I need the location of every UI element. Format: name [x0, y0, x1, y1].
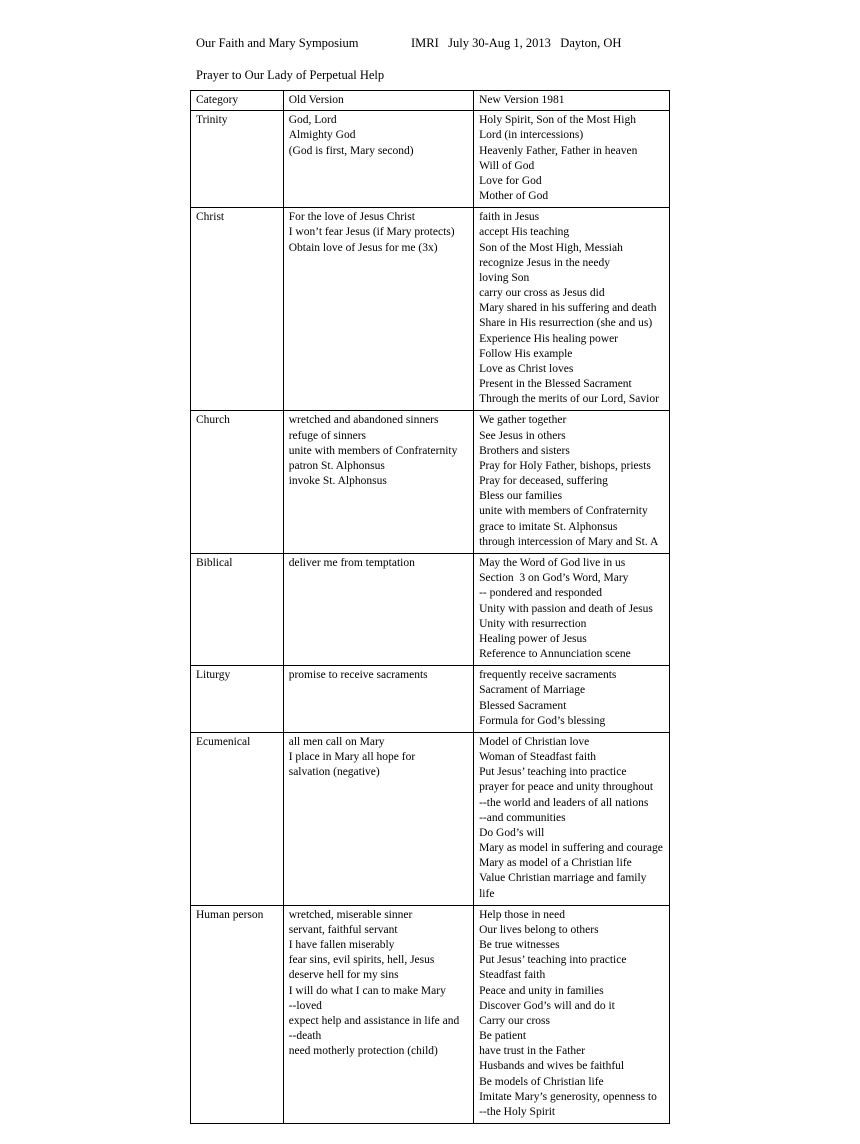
- row-old-version: [283, 111, 473, 208]
- row-category: Christ: [191, 208, 284, 411]
- new-line: Sacrament of Marriage: [479, 684, 586, 697]
- new-line: Imitate Mary’s generosity, openness to: [479, 1090, 657, 1103]
- new-line: Follow His example: [479, 347, 573, 360]
- row-new-version: [474, 732, 670, 905]
- table-row: [191, 666, 670, 733]
- header-line-primary: [196, 36, 816, 51]
- new-line: --the world and leaders of all nations: [479, 796, 649, 809]
- new-line: Holy Spirit, Son of the Most High: [479, 114, 636, 127]
- old-line: --loved: [288, 999, 322, 1012]
- new-line: accept His teaching: [479, 226, 570, 239]
- new-line: Our lives belong to others: [479, 923, 599, 936]
- new-line: Be true witnesses: [479, 939, 560, 952]
- new-line: Unity with resurrection: [479, 617, 587, 630]
- new-line: grace to imitate St. Alphonsus: [479, 520, 618, 533]
- document-header: [196, 36, 816, 83]
- old-line: promise to receive sacraments: [288, 669, 428, 682]
- new-line: --and communities: [479, 811, 566, 824]
- row-category: Church: [191, 411, 284, 554]
- old-line: Almighty God: [288, 129, 356, 142]
- new-line: Present in the Blessed Sacrament: [479, 378, 632, 391]
- old-line: salvation (negative): [288, 766, 380, 779]
- new-line: prayer for peace and unity throughout: [479, 781, 654, 794]
- old-line: I place in Mary all hope for: [288, 751, 416, 764]
- old-line: For the love of Jesus Christ: [288, 211, 415, 224]
- old-line: deserve hell for my sins: [288, 969, 399, 982]
- new-line: Share in His resurrection (she and us): [479, 317, 653, 330]
- new-line: Love as Christ loves: [479, 362, 574, 375]
- row-old-version: [283, 553, 473, 665]
- new-line: Put Jesus’ teaching into practice: [479, 766, 627, 779]
- new-line: Model of Christian love: [479, 735, 590, 748]
- old-line: need motherly protection (child): [288, 1045, 438, 1058]
- row-old-version: [283, 208, 473, 411]
- row-new-version: [474, 905, 670, 1123]
- comparison-table: [190, 90, 670, 1124]
- new-line: frequently receive sacraments: [479, 669, 617, 682]
- new-line: Discover God’s will and do it: [479, 999, 615, 1012]
- new-line: Be models of Christian life: [479, 1075, 604, 1088]
- row-new-version: [474, 411, 670, 554]
- new-line: through intercession of Mary and St. A: [479, 535, 659, 548]
- new-line: Bless our families: [479, 490, 563, 503]
- new-line: Lord (in intercessions): [479, 129, 584, 142]
- old-line: God, Lord: [288, 114, 337, 127]
- new-line: -- pondered and responded: [479, 587, 603, 600]
- old-line: --death: [288, 1030, 322, 1043]
- row-new-version: [474, 666, 670, 733]
- new-line: Husbands and wives be faithful: [479, 1060, 625, 1073]
- old-line: servant, faithful servant: [288, 923, 398, 936]
- new-line: Value Christian marriage and family: [479, 872, 647, 885]
- old-line: I have fallen miserably: [288, 939, 395, 952]
- new-line: Steadfast faith: [479, 969, 546, 982]
- new-line: Help those in need: [479, 908, 566, 921]
- table-header-row: [191, 91, 670, 111]
- column-header-new-version: New Version 1981: [474, 91, 670, 111]
- new-line: Brothers and sisters: [479, 444, 570, 457]
- new-line: Son of the Most High, Messiah: [479, 241, 623, 254]
- old-line: all men call on Mary: [288, 735, 385, 748]
- new-line: have trust in the Father: [479, 1045, 586, 1058]
- row-category: Trinity: [191, 111, 284, 208]
- new-line: Pray for deceased, suffering: [479, 475, 608, 488]
- row-old-version: [283, 666, 473, 733]
- table-row: [191, 208, 670, 411]
- new-line: May the Word of God live in us: [479, 556, 626, 569]
- table-body: [191, 91, 670, 1124]
- old-line: fear sins, evil spirits, hell, Jesus: [288, 954, 435, 967]
- row-new-version: [474, 208, 670, 411]
- row-new-version: [474, 111, 670, 208]
- new-line: Reference to Annunciation scene: [479, 648, 631, 661]
- old-line: wretched, miserable sinner: [288, 908, 413, 921]
- row-category: Liturgy: [191, 666, 284, 733]
- new-line: Do God’s will: [479, 826, 545, 839]
- table-row: [191, 111, 670, 208]
- old-line: refuge of sinners: [288, 429, 366, 442]
- new-line: Healing power of Jesus: [479, 632, 587, 645]
- new-line: Peace and unity in families: [479, 984, 604, 997]
- new-line: Through the merits of our Lord, Savior: [479, 393, 659, 406]
- new-line: Heavenly Father, Father in heaven: [479, 144, 638, 157]
- old-line: expect help and assistance in life and: [288, 1014, 460, 1027]
- column-header-category: Category: [191, 91, 284, 111]
- table-row: [191, 905, 670, 1123]
- new-line: Put Jesus’ teaching into practice: [479, 954, 627, 967]
- old-line: I won’t fear Jesus (if Mary protects): [288, 226, 455, 239]
- new-line: Formula for God’s blessing: [479, 714, 606, 727]
- new-line: Woman of Steadfast faith: [479, 751, 597, 764]
- old-line: deliver me from temptation: [288, 556, 415, 569]
- symposium-meta: IMRI July 30-Aug 1, 2013 Dayton, OH: [411, 36, 622, 50]
- old-line: invoke St. Alphonsus: [288, 475, 387, 488]
- new-line: Mother of God: [479, 190, 549, 203]
- old-line: Obtain love of Jesus for me (3x): [288, 241, 438, 254]
- table-row: [191, 732, 670, 905]
- new-line: life: [479, 887, 495, 900]
- new-line: Blessed Sacrament: [479, 699, 567, 712]
- old-line: unite with members of Confraternity: [288, 444, 458, 457]
- new-line: loving Son: [479, 271, 530, 284]
- new-line: Be patient: [479, 1030, 527, 1043]
- new-line: carry our cross as Jesus did: [479, 287, 605, 300]
- old-line: wretched and abandoned sinners: [288, 414, 439, 427]
- new-line: --the Holy Spirit: [479, 1106, 556, 1118]
- old-line: patron St. Alphonsus: [288, 459, 385, 472]
- row-category: Human person: [191, 905, 284, 1123]
- new-line: Mary as model in suffering and courage: [479, 842, 663, 855]
- new-line: unite with members of Confraternity: [479, 505, 648, 518]
- row-new-version: [474, 553, 670, 665]
- new-line: Carry our cross: [479, 1014, 550, 1027]
- table-row: [191, 553, 670, 665]
- column-header-old-version: Old Version: [283, 91, 473, 111]
- new-line: Pray for Holy Father, bishops, priests: [479, 459, 651, 472]
- new-line: recognize Jesus in the needy: [479, 256, 611, 269]
- row-old-version: [283, 905, 473, 1123]
- row-category: Biblical: [191, 553, 284, 665]
- symposium-title: Our Faith and Mary Symposium: [196, 36, 359, 50]
- row-old-version: [283, 732, 473, 905]
- new-line: Unity with passion and death of Jesus: [479, 602, 653, 615]
- new-line: Mary as model of a Christian life: [479, 857, 632, 870]
- new-line: Love for God: [479, 174, 542, 187]
- table-row: [191, 411, 670, 554]
- new-line: Will of God: [479, 159, 535, 172]
- document-subtitle: Prayer to Our Lady of Perpetual Help: [196, 68, 385, 82]
- new-line: Mary shared in his suffering and death: [479, 302, 657, 315]
- old-line: (God is first, Mary second): [288, 144, 414, 157]
- new-line: faith in Jesus: [479, 211, 540, 224]
- row-old-version: [283, 411, 473, 554]
- new-line: Experience His healing power: [479, 332, 618, 345]
- new-line: We gather together: [479, 414, 567, 427]
- new-line: See Jesus in others: [479, 429, 566, 442]
- old-line: I will do what I can to make Mary: [288, 984, 446, 997]
- new-line: Section 3 on God’s Word, Mary: [479, 572, 629, 585]
- row-category: Ecumenical: [191, 732, 284, 905]
